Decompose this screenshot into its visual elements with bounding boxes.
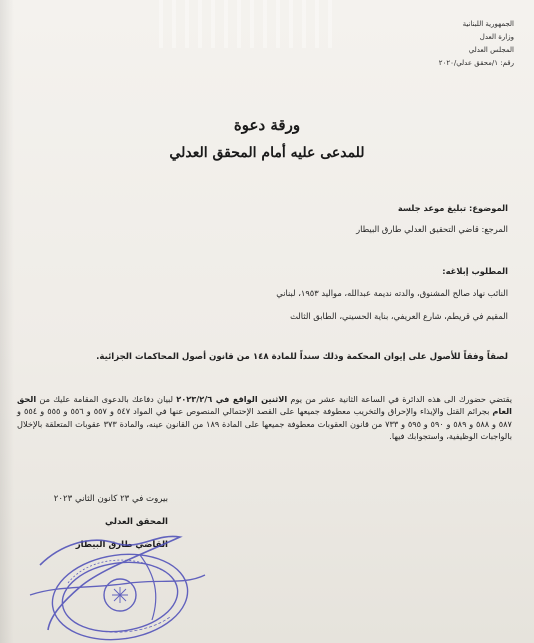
person-address-line: المقيم في قريطم، شارع العريفي، بناية الحسيني، الطابق الثالث: [290, 311, 508, 321]
summons-claimant: الحق العام: [17, 394, 512, 417]
summons-date: الاثنين الواقع في ٢٠٢٣/٢/٦: [176, 394, 288, 404]
signature-name: القاضي طارق البيطار: [75, 540, 168, 550]
page-shadow: [0, 0, 14, 643]
document-title: ورقة دعوة: [233, 116, 301, 134]
summons-paragraph: [17, 393, 512, 443]
scan-artifact: [150, 0, 335, 48]
reference-number: رقم: ١/محقق عدلي/٢٠٢٠: [438, 59, 514, 67]
summons-part1: يقتضي حضورك الى هذه الدائرة في الساعة الثانية عشر من يوم: [290, 394, 513, 404]
letterhead-ministry: وزارة العدل: [479, 33, 514, 41]
reference-line: المرجع: قاضي التحقيق العدلي طارق البيطار: [356, 224, 508, 234]
legal-basis: لصقاً وفقاً للأصول على إيوان المحكمة وذلك سنداً للمادة ١٤٨ من قانون أصول المحاكمات الجزائية.: [96, 352, 508, 362]
person-identity-line: النائب نهاد صالح المشنوق، والدته نديمة عبدالله، مواليد ١٩٥٣، لبناني: [276, 288, 508, 298]
document-subtitle: للمدعى عليه أمام المحقق العدلي: [169, 145, 365, 161]
signature-role: المحقق العدلي: [105, 517, 168, 527]
official-stamp-with-signature: [20, 525, 210, 643]
letterhead: [354, 18, 514, 70]
summons-part3: بجرائم القتل والإيذاء والإحراق والتخريب معطوفة جميعها على القصد الإحتمالي المنصوص عنها في المواد ٥٤٧ و ٥٥٧ و ٥٥٦ و ٥٥٥ و ٥٥٤ و ٥٨٧ و ٥٨٨ و ٥٨٩ و ٥٩٠ و ٥٩٥ و ٧٣٣ من قانون العقوبات معطوفة جميعها على المادة ١٨٩ من القانون عينه، والمادة ٣٧٣ عقوبات المتعلقة بالإخلال بالواجبات الوظيفية، واستجوابك فيها.: [17, 406, 512, 442]
required-heading: المطلوب إبلاغه:: [442, 266, 508, 276]
letterhead-republic: الجمهورية اللبنانية: [462, 20, 514, 28]
summons-part2: لبيان دفاعك بالدعوى المقامة عليك من: [39, 394, 174, 404]
letterhead-council: المجلس العدلي: [468, 46, 514, 54]
signature-place-date: بيروت في ٢٣ كانون الثاني ٢٠٢٣: [53, 494, 168, 504]
subject-line: الموضوع: تبليغ موعد جلسة: [397, 203, 508, 213]
